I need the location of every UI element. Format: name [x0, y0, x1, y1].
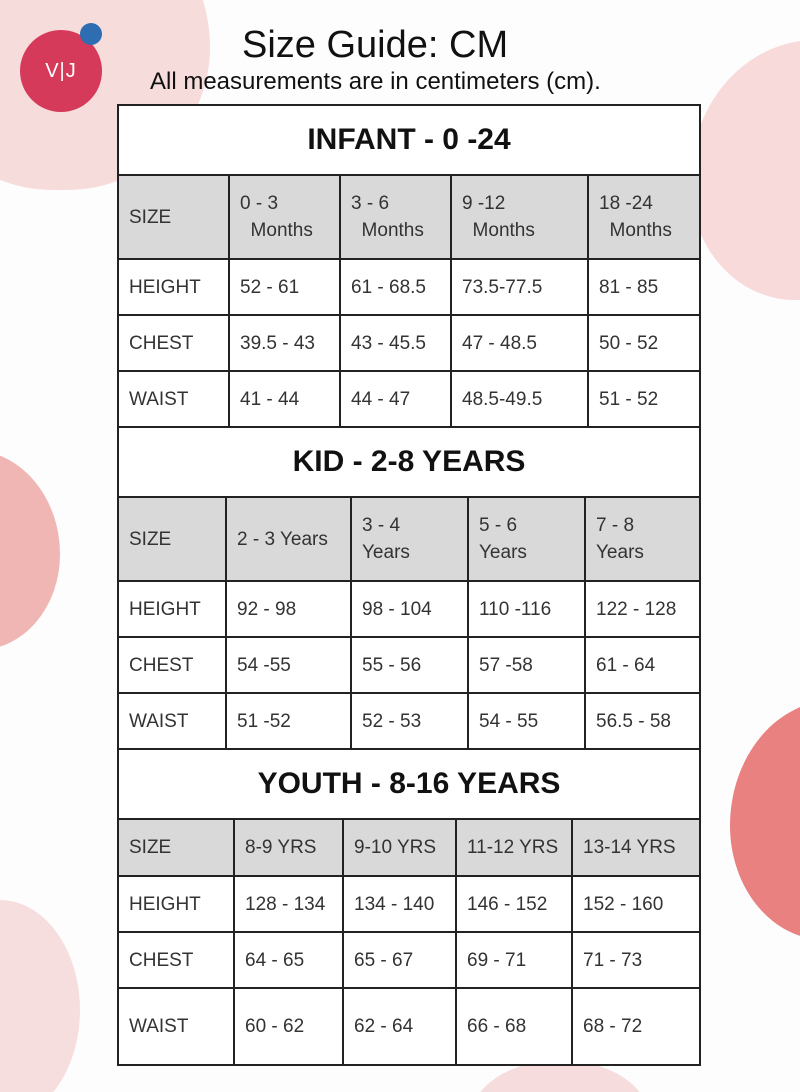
- measurement-value-cell: 81 - 85: [588, 259, 699, 315]
- size-column-header: 7 - 8 Years: [585, 498, 699, 581]
- size-column-header: 11-12 YRS: [456, 820, 572, 876]
- measurement-value-cell: 47 - 48.5: [451, 315, 588, 371]
- logo-text: V|J: [45, 59, 77, 82]
- measurement-value-cell: 48.5-49.5: [451, 371, 588, 427]
- size-guide-sheet: [117, 104, 701, 1066]
- size-column-header: 3 - 4 Years: [351, 498, 468, 581]
- measurement-value-cell: 69 - 71: [456, 932, 572, 988]
- measurement-value-cell: 52 - 53: [351, 693, 468, 749]
- measurement-value-cell: 92 - 98: [226, 581, 351, 637]
- measurement-value-cell: 60 - 62: [234, 988, 343, 1064]
- kid-size-table: [119, 498, 699, 750]
- measurement-value-cell: 61 - 68.5: [340, 259, 451, 315]
- measurement-value-cell: 98 - 104: [351, 581, 468, 637]
- size-column-header: 0 - 3 Months: [229, 176, 340, 259]
- size-column-header: 8-9 YRS: [234, 820, 343, 876]
- measurement-value-cell: 54 - 55: [468, 693, 585, 749]
- table-header-row: [119, 176, 699, 259]
- measurement-value-cell: 62 - 64: [343, 988, 456, 1064]
- size-column-header: 9-10 YRS: [343, 820, 456, 876]
- table-row: [119, 693, 699, 749]
- infant-size-table: [119, 176, 699, 428]
- measurement-value-cell: 152 - 160: [572, 876, 699, 932]
- page-title: Size Guide: CM: [242, 24, 509, 66]
- table-row: [119, 876, 699, 932]
- table-row: [119, 581, 699, 637]
- measurement-value-cell: 41 - 44: [229, 371, 340, 427]
- measurement-value-cell: 54 -55: [226, 637, 351, 693]
- measurement-label-cell: HEIGHT: [119, 581, 226, 637]
- table-row: [119, 637, 699, 693]
- measurement-value-cell: 56.5 - 58: [585, 693, 699, 749]
- table-row: [119, 315, 699, 371]
- size-label-cell: SIZE: [119, 498, 226, 581]
- measurement-value-cell: 64 - 65: [234, 932, 343, 988]
- measurement-value-cell: 66 - 68: [456, 988, 572, 1064]
- table-row: [119, 259, 699, 315]
- measurement-value-cell: 43 - 45.5: [340, 315, 451, 371]
- measurement-value-cell: 128 - 134: [234, 876, 343, 932]
- measurement-value-cell: 57 -58: [468, 637, 585, 693]
- size-column-header: 5 - 6 Years: [468, 498, 585, 581]
- youth-size-table: [119, 820, 699, 1064]
- size-column-header: 13-14 YRS: [572, 820, 699, 876]
- measurement-value-cell: 73.5-77.5: [451, 259, 588, 315]
- infant-section-title: INFANT - 0 -24: [119, 106, 699, 176]
- measurement-value-cell: 71 - 73: [572, 932, 699, 988]
- measurement-label-cell: HEIGHT: [119, 259, 229, 315]
- table-header-row: [119, 498, 699, 581]
- measurement-value-cell: 50 - 52: [588, 315, 699, 371]
- measurement-value-cell: 51 -52: [226, 693, 351, 749]
- measurement-label-cell: CHEST: [119, 932, 234, 988]
- page-subtitle: All measurements are in centimeters (cm).: [150, 68, 601, 95]
- size-column-header: 18 -24 Months: [588, 176, 699, 259]
- measurement-label-cell: WAIST: [119, 371, 229, 427]
- size-label-cell: SIZE: [119, 176, 229, 259]
- measurement-value-cell: 55 - 56: [351, 637, 468, 693]
- measurement-value-cell: 52 - 61: [229, 259, 340, 315]
- measurement-label-cell: HEIGHT: [119, 876, 234, 932]
- measurement-value-cell: 39.5 - 43: [229, 315, 340, 371]
- size-column-header: 2 - 3 Years: [226, 498, 351, 581]
- decorative-blob: [730, 700, 800, 940]
- measurement-value-cell: 51 - 52: [588, 371, 699, 427]
- measurement-value-cell: 146 - 152: [456, 876, 572, 932]
- decorative-blob: [690, 40, 800, 300]
- table-row: [119, 932, 699, 988]
- measurement-label-cell: CHEST: [119, 315, 229, 371]
- measurement-label-cell: WAIST: [119, 693, 226, 749]
- decorative-blob: [0, 900, 80, 1092]
- size-label-cell: SIZE: [119, 820, 234, 876]
- size-column-header: 3 - 6 Months: [340, 176, 451, 259]
- measurement-value-cell: 110 -116: [468, 581, 585, 637]
- decorative-blob: [0, 450, 60, 650]
- measurement-value-cell: 44 - 47: [340, 371, 451, 427]
- table-header-row: [119, 820, 699, 876]
- table-row: [119, 988, 699, 1064]
- measurement-value-cell: 122 - 128: [585, 581, 699, 637]
- measurement-value-cell: 61 - 64: [585, 637, 699, 693]
- measurement-value-cell: 134 - 140: [343, 876, 456, 932]
- measurement-label-cell: WAIST: [119, 988, 234, 1064]
- kid-section-title: KID - 2-8 YEARS: [119, 428, 699, 498]
- measurement-value-cell: 65 - 67: [343, 932, 456, 988]
- measurement-value-cell: 68 - 72: [583, 1016, 643, 1037]
- youth-section-title: YOUTH - 8-16 YEARS: [119, 750, 699, 820]
- size-column-header: 9 -12 Months: [451, 176, 588, 259]
- table-row: [119, 371, 699, 427]
- measurement-label-cell: CHEST: [119, 637, 226, 693]
